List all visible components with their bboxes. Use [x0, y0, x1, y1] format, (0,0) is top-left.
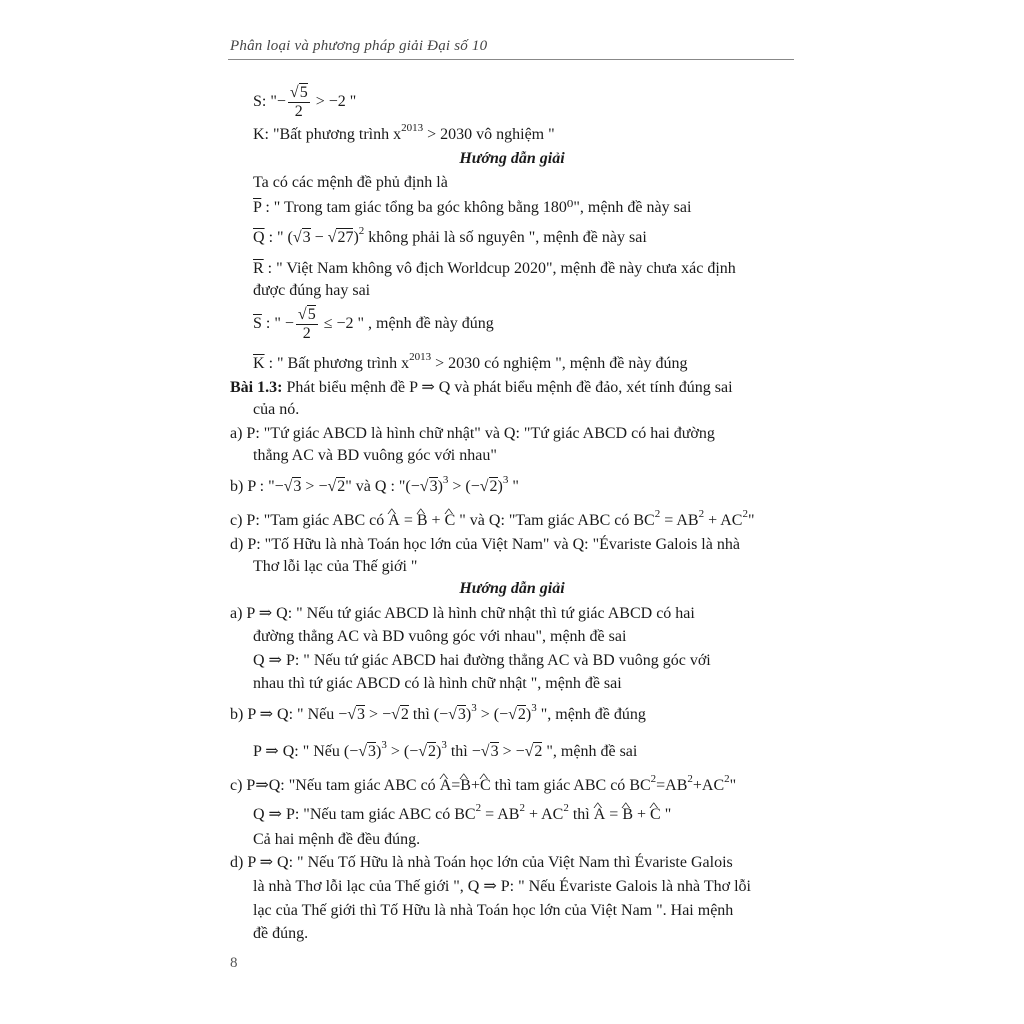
q-negation: $\overline{Q}$ : " $(√3 - √27)^2$ không phải là số nguyên ", mệnh đề này sai: [253, 224, 647, 246]
sol-d-1: d) P ⇒ Q: " Nếu Tố Hữu là nhà Toán học lớn của Việt Nam thì Évariste Galois: [230, 854, 733, 871]
sol-b-2: P ⇒ Q: " Nếu $(-√3)^3 > (-√2)^3$ thì −√3 > −√2 ", mệnh đề sai: [253, 738, 638, 760]
sol-a-1: a) P ⇒ Q: " Nếu tứ giác ABCD là hình chữ nhật thì tứ giác ABCD có hai: [230, 605, 695, 622]
page-number: 8: [230, 955, 238, 971]
header-rule: [228, 59, 794, 60]
intro-line: Ta có các mệnh đề phủ định là: [253, 174, 448, 191]
heading-solution-1: Hướng dẫn giải: [459, 150, 565, 167]
sol-c-3: Cả hai mệnh đề đều đúng.: [253, 831, 421, 848]
item-c: c) P: "Tam giác ABC có ^ A = ^ B + ^ C " và Q: "Tam giác ABC có $BC^2 = AB^2 + AC^2$": [230, 511, 755, 531]
r-negation-1: $\overline{R}$ : " Việt Nam không vô địch Worldcup 2020", mệnh đề này chưa xác định: [253, 260, 736, 277]
sol-d-2: là nhà Thơ lỗi lạc của Thế giới ", Q ⇒ P: " Nếu Évariste Galois là nhà Thơ lỗi: [253, 878, 751, 895]
sol-a-3: Q ⇒ P: " Nếu tứ giác ABCD hai đường thẳng AC và BD vuông góc với: [253, 652, 711, 669]
s-negation: $\overline{S}$ : " − $\frac{√5}{2}$ ≤ −2 " , mệnh đề này đúng: [253, 306, 494, 342]
running-header: Phân loại và phương pháp giải Đại số 10: [230, 38, 488, 54]
item-a-1: a) P: "Tứ giác ABCD là hình chữ nhật" và Q: "Tứ giác ABCD có hai đường: [230, 425, 715, 442]
line-k: K: "Bất phương trình $x^{2013} > 2030$ vô nghiệm ": [253, 121, 555, 143]
item-b: b) P : "−√3 > −√2" và Q : "$(-√3)^3 > (-√2)^3$ ": [230, 473, 519, 495]
sol-c-1: c) P⇒Q: "Nếu tam giác ABC có ^ A=^ B+^ C thì tam giác ABC có $BC^2=AB^2+AC^2$": [230, 776, 736, 796]
sol-d-3: lạc của Thế giới thì Tố Hữu là nhà Toán học lớn của Việt Nam ". Hai mệnh: [253, 902, 734, 919]
sol-a-4: nhau thì tứ giác ABCD có là hình chữ nhật ", mệnh đề sai: [253, 675, 622, 692]
sol-a-2: đường thẳng AC và BD vuông góc với nhau", mệnh đề sai: [253, 628, 627, 645]
k-negation: $\overline{K}$ : " Bất phương trình $x^{2013} > 2030$ có nghiệm ", mệnh đề này đúng: [253, 350, 688, 372]
sol-b-1: b) P ⇒ Q: " Nếu −√3 > −√2 thì $(-√3)^3 > (-√2)^3$ ", mệnh đề đúng: [230, 701, 646, 723]
heading-solution-2: Hướng dẫn giải: [459, 580, 565, 597]
item-d-2: Thơ lỗi lạc của Thế giới ": [253, 558, 418, 575]
sol-c-2: Q ⇒ P: "Nếu tam giác ABC có $BC^2 = AB^2 + AC^2$ thì ^ A = ^ B + ^ C ": [253, 805, 671, 825]
exercise-1-3-cont: của nó.: [253, 401, 300, 418]
sol-d-4: đề đúng.: [253, 925, 309, 942]
line-s: S: "− $\frac{√5}{2}$ > −2 ": [253, 84, 357, 120]
item-d-1: d) P: "Tố Hữu là nhà Toán học lớn của Việt Nam" và Q: "Évariste Galois là nhà: [230, 536, 740, 553]
exercise-1-3: Bài 1.3: Phát biểu mệnh đề P ⇒ Q và phát biểu mệnh đề đảo, xét tính đúng sai: [230, 379, 733, 396]
p-negation: $\overline{P}$ : " Trong tam giác tổng ba góc không bằng 180⁰", mệnh đề này sai: [253, 199, 692, 216]
r-negation-2: được đúng hay sai: [253, 282, 371, 299]
item-a-2: thẳng AC và BD vuông góc với nhau": [253, 447, 497, 464]
